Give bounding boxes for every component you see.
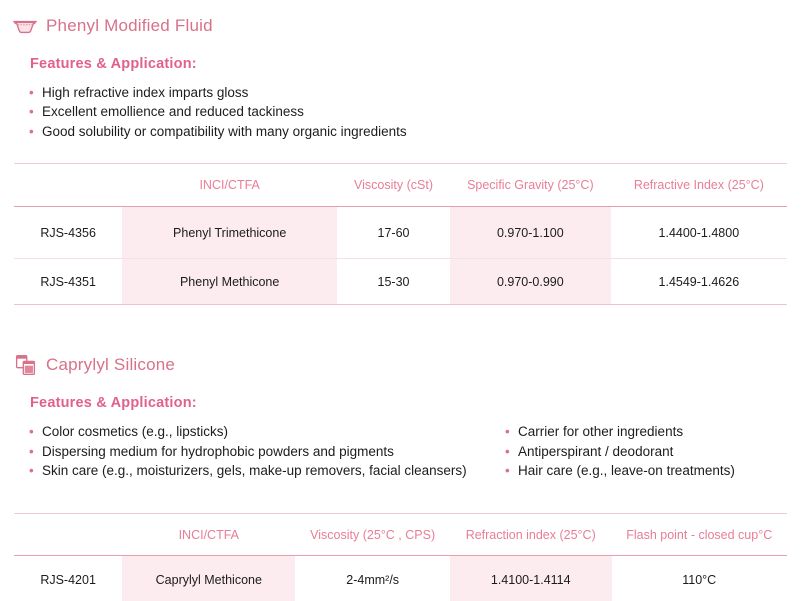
- flash-point-cell: 110°C: [682, 572, 717, 587]
- caprylyl-features-list-left: [0, 422, 482, 480]
- column-header: Viscosity (cSt): [354, 178, 433, 193]
- column-header: INCI/CTFA: [178, 527, 239, 542]
- viscosity-cell: 2-4mm²/s: [346, 572, 400, 587]
- specific-gravity-cell: 0.970-0.990: [450, 259, 611, 304]
- list-item: • Carrier for other ingredients: [505, 422, 735, 441]
- section-title: Caprylyl Silicone: [46, 355, 176, 375]
- viscosity-cell: 17-60: [377, 225, 410, 240]
- grade-cell: RJS-4356: [40, 225, 96, 240]
- phenyl-features-list: [0, 83, 801, 141]
- column-header: [14, 514, 122, 555]
- section-title: Phenyl Modified Fluid: [46, 16, 213, 35]
- list-item: • Color cosmetics (e.g., lipsticks): [29, 422, 482, 441]
- table-row: [14, 207, 787, 259]
- dish-icon: [13, 15, 37, 37]
- features-application-heading: Features & Application:: [30, 56, 197, 72]
- section-header-caprylyl-silicone: [13, 354, 801, 376]
- list-item: • Antiperspirant / deodorant: [505, 442, 735, 461]
- column-header: INCI/CTFA: [199, 178, 260, 193]
- refractive-index-cell: 1.4400-1.4800: [658, 225, 740, 240]
- refractive-index-cell: 1.4549-1.4626: [658, 274, 740, 289]
- column-header: [14, 164, 122, 206]
- list-item: • Dispersing medium for hydrophobic powders and pigments: [29, 442, 482, 461]
- caprylyl-features-list-right: [505, 422, 735, 480]
- features-column-right: [505, 422, 735, 480]
- inci-cell: Phenyl Trimethicone: [122, 207, 337, 258]
- column-header: Viscosity (25°C , CPS): [310, 527, 436, 542]
- refraction-index-cell: 1.4100-1.4114: [450, 556, 612, 601]
- list-item: • Hair care (e.g., leave-on treatments): [505, 461, 735, 480]
- list-item: • Excellent emollience and reduced tackiness: [29, 102, 801, 121]
- phenyl-products-table: [14, 163, 787, 305]
- column-header: Specific Gravity (25°C): [467, 178, 594, 193]
- table-row: [14, 259, 787, 305]
- caprylyl-products-table: [14, 513, 787, 601]
- table-header-row: [14, 163, 787, 207]
- table-row: [14, 556, 787, 601]
- column-header: Flash point - closed cup°C: [626, 527, 773, 542]
- list-item: • Skin care (e.g., moisturizers, gels, make-up removers, facial cleansers): [29, 461, 482, 480]
- table-header-row: [14, 513, 787, 556]
- grade-cell: RJS-4201: [40, 572, 96, 587]
- inci-cell: Caprylyl Methicone: [122, 556, 295, 601]
- list-item: • High refractive index imparts gloss: [29, 83, 801, 102]
- viscosity-cell: 15-30: [377, 274, 410, 289]
- caprylyl-features-columns: [0, 422, 801, 480]
- jars-icon: [13, 354, 37, 376]
- column-header: Refractive Index (25°C): [633, 178, 764, 193]
- features-application-heading: Features & Application:: [30, 395, 197, 412]
- inci-cell: Phenyl Methicone: [122, 259, 337, 304]
- column-header: Refraction index (25°C): [465, 527, 596, 542]
- list-item: • Good solubility or compatibility with many organic ingredients: [29, 122, 801, 141]
- section-header-phenyl-modified-fluid: [13, 0, 801, 37]
- features-column-left: [0, 422, 482, 480]
- specific-gravity-cell: 0.970-1.100: [450, 207, 611, 258]
- grade-cell: RJS-4351: [40, 274, 96, 289]
